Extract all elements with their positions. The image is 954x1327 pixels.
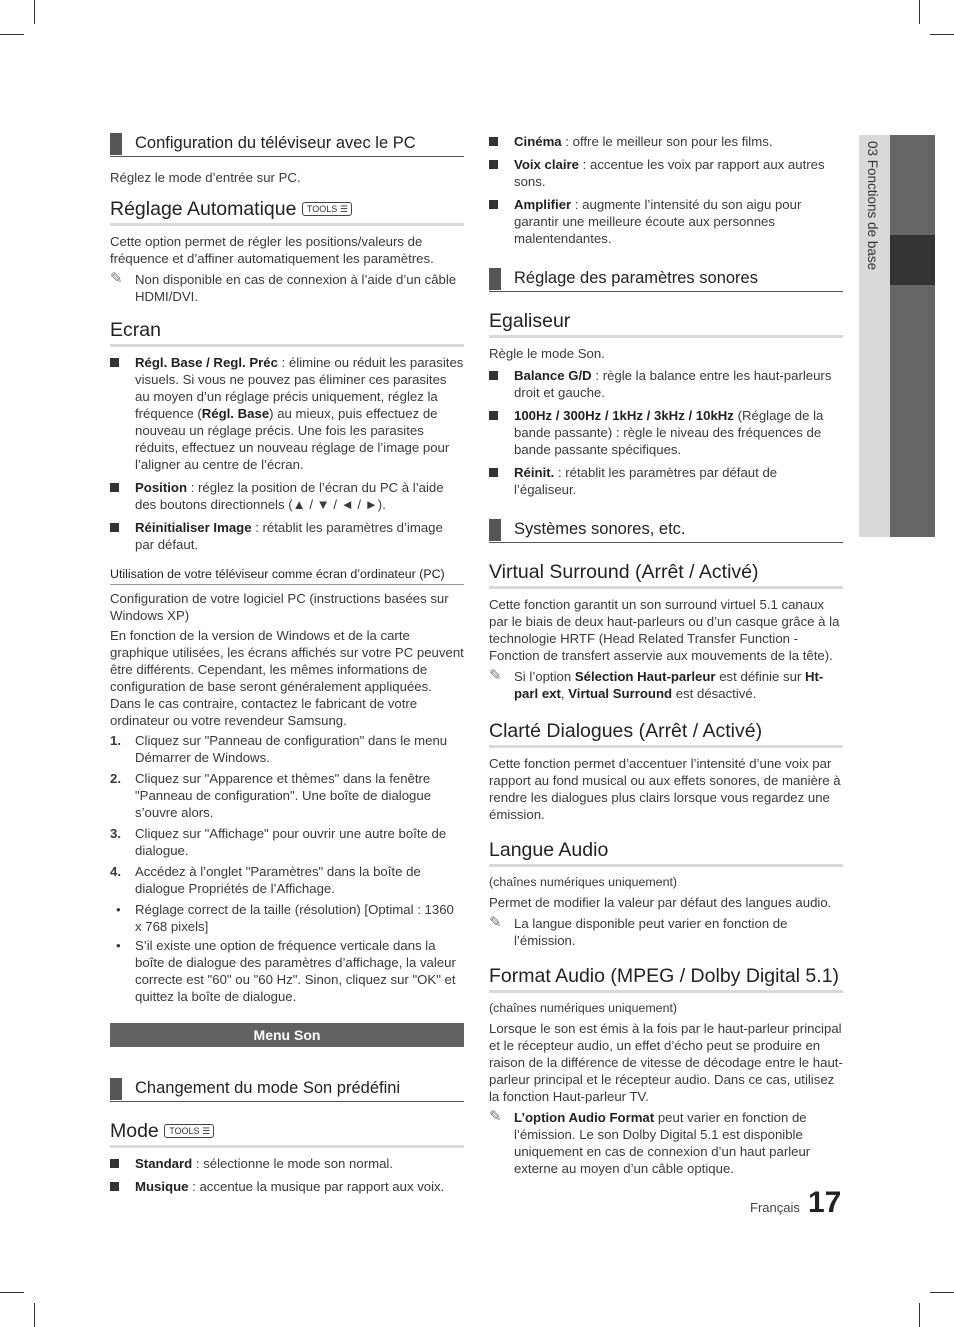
square-bullet-icon	[489, 200, 498, 209]
dot-bullet-icon: •	[116, 938, 121, 953]
menu-son-bar: Menu Son	[110, 1023, 464, 1047]
crop-mark	[0, 34, 24, 35]
pencil-note-icon: ✎	[489, 1108, 502, 1125]
subsection-pc-config: Configuration du téléviseur avec le PC	[110, 130, 464, 157]
note-text: est désactivé.	[672, 686, 757, 701]
step-text: Accédez à l’onglet "Paramètres" dans la boîte de dialogue Propriétés de l’Affichage.	[135, 864, 421, 896]
bullet-item	[489, 133, 843, 150]
chapter-side-tab	[859, 135, 935, 537]
pc-usage-p2: En fonction de la version de Windows et de la carte graphique utilisées, les écrans affichés sur votre PC peuvent être différents. Cependant, les mêmes informations de configuration de base seront généralement appliquées. Dans le cas contraire, contactez le fabricant de votre ordinateur ou votre revendeur Samsung.	[110, 628, 464, 728]
clarte-text: Cette fonction permet d’accentuer l’intensité d’une voix par rapport au fond musical ou aux effets sonores, de manière à rendre les dialogues plus clairs lorsque vous regardez une émission.	[489, 756, 841, 822]
note	[489, 668, 843, 702]
pc-usage-title: Utilisation de votre téléviseur comme écran d’ordinateur (PC)	[110, 567, 464, 585]
bullet-item	[489, 407, 843, 458]
bullet-text: : règle la balance entre les haut-parleurs droit et gauche.	[514, 368, 832, 400]
note-bold: Sélection Haut-parleur	[574, 669, 716, 684]
bullet-bold: Balance G/D	[514, 368, 592, 383]
crop-mark	[34, 1303, 35, 1327]
chapter-label: 03 Fonctions de base	[865, 141, 880, 271]
tab-active-marker	[890, 235, 935, 285]
crop-mark	[930, 34, 954, 35]
step-number: 3.	[110, 826, 121, 841]
heading-format-audio: Format Audio (MPEG / Dolby Digital 5.1)	[489, 965, 843, 993]
format-small: (chaînes numériques uniquement)	[489, 1001, 678, 1015]
tab-dark-strip	[890, 135, 935, 537]
bullet-bold: Position	[135, 480, 188, 495]
dot-item	[110, 901, 464, 935]
heading-mode	[110, 1120, 464, 1148]
bullet-item	[489, 196, 843, 247]
square-bullet-icon	[110, 358, 119, 367]
crop-mark	[919, 0, 920, 24]
format-text: Lorsque le son est émis à la fois par le haut-parleur principal et le récepteur audio, un effet d’écho peut se produire en raison de la différence de vitesse de décodage entre le haut-parleur principal et le récepteur audio. Dans ce cas, utilisez la fonction Haut-parleur TV.	[489, 1021, 843, 1104]
bullet-item	[110, 479, 464, 513]
dot-text: S’il existe une option de fréquence verticale dans la boîte de dialogue des paramètres d’affichage, la valeur correcte est "60" ou "60 Hz". Sinon, cliquez sur "OK" et quittez la boîte de dialogue.	[135, 938, 456, 1004]
note-bold: Virtual Surround	[568, 686, 673, 701]
pencil-note-icon: ✎	[110, 270, 123, 287]
egaliseur-text: Règle le mode Son.	[489, 346, 605, 361]
square-bullet-icon	[110, 483, 119, 492]
bullet-text: : accentue les voix par rapport aux autres sons.	[514, 157, 825, 189]
bullet-item	[110, 1178, 464, 1195]
heading-langue-audio: Langue Audio	[489, 839, 843, 867]
pencil-note-icon: ✎	[489, 914, 502, 931]
heading-reglage-auto	[110, 198, 464, 226]
square-bullet-icon	[489, 411, 498, 420]
note-text: ,	[560, 686, 569, 701]
crop-mark	[0, 1292, 24, 1293]
bullet-text: : augmente l’intensité du son aigu pour garantir une meilleure écoute aux personnes malentendantes.	[514, 197, 802, 246]
note-bold: Ht-parl ext	[514, 669, 824, 701]
square-bullet-icon	[110, 1159, 119, 1168]
dot-text: Réglage correct de la taille (résolution) [Optimal : 1360 x 768 pixels]	[135, 902, 454, 934]
step-text: Cliquez sur "Apparence et thèmes" dans la fenêtre "Panneau de configuration". Une boîte de dialogue s’ouvre alors.	[135, 771, 432, 820]
bullet-text: : offre le meilleur son pour les films.	[561, 134, 773, 149]
square-bullet-icon	[110, 1182, 119, 1191]
bullet-bold: Cinéma	[514, 134, 562, 149]
note	[110, 271, 464, 305]
subsection-mode-son: Changement du mode Son prédéfini	[110, 1075, 464, 1102]
langue-text: Permet de modifier la valeur par défaut des langues audio.	[489, 895, 832, 910]
bullet-text: : rétablit les paramètres d’image par défaut.	[135, 520, 443, 552]
note-text: Si l’option	[514, 669, 575, 684]
heading-ecran: Ecran	[110, 319, 464, 347]
crop-mark	[919, 1303, 920, 1327]
bullet-text: : accentue la musique par rapport aux voix.	[188, 1179, 445, 1194]
square-bullet-icon	[489, 468, 498, 477]
bullet-bold: Réinitialiser Image	[135, 520, 252, 535]
note-text: peut varier en fonction de l’émission. Le son Dolby Digital 5.1 est disponible uniquement en cas de connexion d’un haut parleur externe au moyen d’un câble optique.	[514, 1110, 811, 1176]
heading-clarte-dialogues: Clarté Dialogues (Arrêt / Activé)	[489, 720, 843, 748]
subsection-sound-systems: Systèmes sonores, etc.	[489, 516, 843, 543]
bullet-text: : élimine ou réduit les parasites visuels. Si vous ne pouvez pas éliminer ces parasites au moyen d’un réglage précis uniquement, réglez la fréquence (	[135, 355, 464, 421]
note-text: La langue disponible peut varier en fonction de l’émission.	[514, 916, 788, 948]
step-item	[110, 732, 464, 766]
bullet-item	[489, 367, 843, 401]
bullet-text: (Réglage de la bande passante) : règle le niveau des fréquences de bande passante spécifiques.	[514, 408, 824, 457]
bullet-bold: Régl. Base	[201, 406, 270, 421]
heading-egaliseur: Egaliseur	[489, 310, 843, 338]
bullet-text: ) au mieux, puis effectuez de nouveau un réglage précis. Une fois les parasites réduits, effectuez un nouveau réglage de l’image pour l’aligner au centre de l’écran.	[135, 406, 450, 472]
bullet-bold: 100Hz / 300Hz / 1kHz / 3kHz / 10kHz	[514, 408, 734, 423]
bullet-bold: Musique	[135, 1179, 189, 1194]
step-text: Cliquez sur "Affichage" pour ouvrir une autre boîte de dialogue.	[135, 826, 447, 858]
subsection-sound-params: Réglage des paramètres sonores	[489, 265, 843, 292]
step-item	[110, 863, 464, 897]
bullet-item	[110, 354, 464, 473]
bullet-text: : réglez la position de l’écran du PC à l’aide des boutons directionnels (▲ / ▼ / ◄ / ►).	[135, 480, 444, 512]
virtual-surround-text: Cette fonction garantit un son surround virtuel 5.1 canaux par le biais de deux haut-parleurs ou d’un casque grâce à la technologie HRTF (Head Related Transfer Function - Fonction de transfert asservie aux mouvements de la tête).	[489, 597, 840, 663]
langue-small: (chaînes numériques uniquement)	[489, 875, 678, 889]
tools-label: TOOLS	[306, 204, 338, 214]
bullet-item	[110, 519, 464, 553]
note-text: Non disponible en cas de connexion à l’aide d’un câble HDMI/DVI.	[135, 272, 457, 304]
note-text: est définie sur	[715, 669, 805, 684]
bullet-item	[489, 464, 843, 498]
dot-bullet-icon: •	[116, 902, 121, 917]
crop-mark	[34, 0, 35, 24]
step-item	[110, 825, 464, 859]
step-number: 4.	[110, 864, 121, 879]
pencil-note-icon: ✎	[489, 667, 502, 684]
right-column	[489, 130, 843, 1180]
note	[489, 1109, 843, 1177]
pc-config-text: Réglez le mode d’entrée sur PC.	[110, 170, 301, 185]
pc-usage-p1: Configuration de votre logiciel PC (instructions basées sur Windows XP)	[110, 591, 449, 623]
note-bold: L’option Audio Format	[514, 1110, 655, 1125]
step-item	[110, 770, 464, 821]
dot-item	[110, 937, 464, 1005]
tools-icon: TOOLS ☰	[164, 1124, 214, 1138]
bullet-bold: Amplifier	[514, 197, 572, 212]
heading-text: Mode	[110, 1120, 159, 1142]
square-bullet-icon	[110, 523, 119, 532]
step-number: 2.	[110, 771, 121, 786]
heading-virtual-surround: Virtual Surround (Arrêt / Activé)	[489, 561, 843, 589]
heading-text: Réglage Automatique	[110, 198, 297, 220]
page-number: 17	[808, 1186, 842, 1219]
tools-label: TOOLS	[169, 1126, 200, 1136]
tools-icon: TOOLS ☰	[302, 202, 352, 216]
bullet-text: : sélectionne le mode son normal.	[192, 1156, 394, 1171]
step-number: 1.	[110, 733, 121, 748]
bullet-bold: Voix claire	[514, 157, 579, 172]
square-bullet-icon	[489, 160, 498, 169]
step-text: Cliquez sur "Panneau de configuration" dans le menu Démarrer de Windows.	[135, 733, 448, 765]
square-bullet-icon	[489, 371, 498, 380]
left-column	[110, 130, 464, 1201]
note	[489, 915, 843, 949]
bullet-item	[110, 1155, 464, 1172]
bullet-bold: Régl. Base / Regl. Préc	[135, 355, 278, 370]
bullet-bold: Réinit.	[514, 465, 555, 480]
square-bullet-icon	[489, 137, 498, 146]
reglage-text: Cette option permet de régler les positions/valeurs de fréquence et d’affiner automatiquement les paramètres.	[110, 234, 434, 266]
crop-mark	[930, 1292, 954, 1293]
bullet-item	[489, 156, 843, 190]
bullet-text: : rétablit les paramètres par défaut de l’égaliseur.	[514, 465, 778, 497]
footer-language: Français	[750, 1200, 800, 1215]
bullet-bold: Standard	[135, 1156, 193, 1171]
